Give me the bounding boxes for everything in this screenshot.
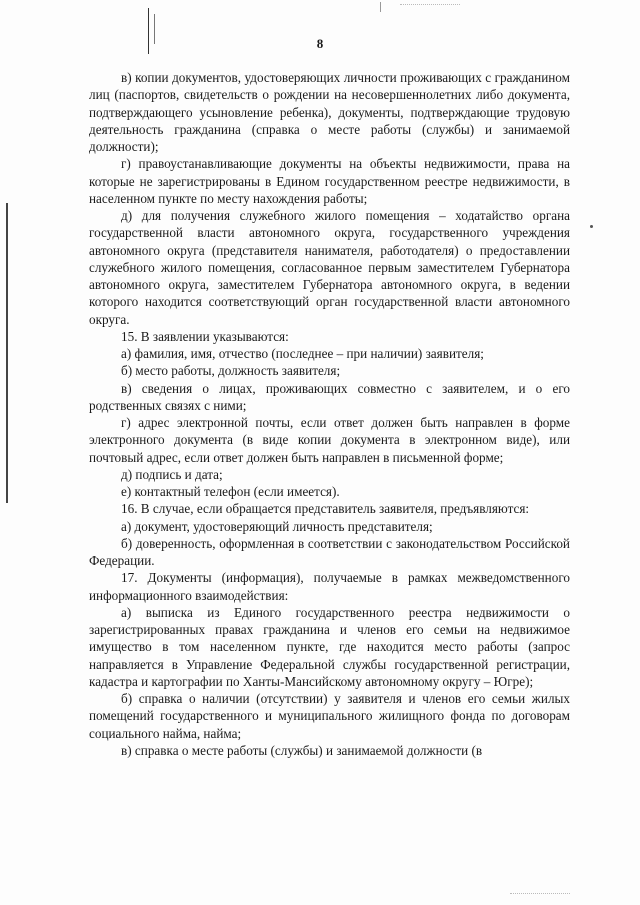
paragraph: 16. В случае, если обращается представитель заявителя, предъявляются: xyxy=(121,501,530,517)
paragraph: г) правоустанавливающие документы на объекты недвижимости, права на которые не зарегистрированы в Едином государственном реестре недвижимости, в населенном пункте по месту нахождения работы; xyxy=(89,156,570,206)
paragraph: б) справка о наличии (отсутствии) у заявителя и членов его семьи жилых помещений государственного и муниципального жилищного фонда по договорам социального найма, найма; xyxy=(89,691,570,741)
paragraph: б) доверенность, оформленная в соответствии с законодательством Российской Федерации. xyxy=(89,535,570,568)
scan-artifact-dots xyxy=(510,893,570,895)
paragraph: 17. Документы (информация), получаемые в рамках межведомственного информационного взаимодействия: xyxy=(89,570,570,603)
paragraph: д) для получения служебного жилого помещения – ходатайство органа государственной власти автономного округа, государственного учреждения автономного округа (представителя нанимателя, работодателя) о предоставлении служебного жилого помещения, согласованное первым заместителем Губернатора автономного округа, заместителем Губернатора автономного округа, в ведении которого находится соответствующий орган государственной власти автономного округа. xyxy=(89,208,570,327)
paragraph: в) копии документов, удостоверяющих личности проживающих с гражданином лиц (паспортов, свидетельств о рождении на несовершеннолетних либо документа, подтверждающего усыновление ребенка), документы, подтверждающие трудовую деятельность гражданина (справка о месте работы (службы) и занимаемой должности); xyxy=(89,70,570,154)
paragraph: в) справка о месте работы (службы) и занимаемой должности (в xyxy=(121,742,483,758)
paragraph: а) документ, удостоверяющий личность представителя; xyxy=(121,518,433,534)
paragraph: а) выписка из Единого государственного реестра недвижимости о зарегистрированных правах гражданина и членов его семьи на недвижимое имущество в том населенном пункте, где находится место работы (запрос направляется в Управление Федеральной службы государственной регистрации, кадастра и картографии по Ханты-Мансийскому автономному округу – Югре); xyxy=(89,604,570,689)
document-body xyxy=(89,69,570,759)
paragraph: б) место работы, должность заявителя; xyxy=(121,363,341,379)
paragraph: а) фамилия, имя, отчество (последнее – при наличии) заявителя; xyxy=(121,346,484,361)
scan-artifact-margin-line xyxy=(6,203,8,503)
scan-artifact-line xyxy=(154,14,155,44)
paragraph: д) подпись и дата; xyxy=(121,466,223,482)
paragraph: 15. В заявлении указываются: xyxy=(121,328,289,344)
page-number: 8 xyxy=(316,36,324,51)
scan-artifact-dots xyxy=(400,4,460,6)
scan-artifact-line xyxy=(148,8,149,54)
paragraph: е) контактный телефон (если имеется). xyxy=(121,484,340,499)
scan-artifact-line xyxy=(380,2,381,12)
paragraph: в) сведения о лицах, проживающих совместно с заявителем, и о его родственных связях с ними; xyxy=(89,380,570,413)
scan-artifact-dot xyxy=(590,225,593,228)
paragraph: г) адрес электронной почты, если ответ должен быть направлен в форме электронного документа (в виде копии документа в электронном виде), или почтовый адрес, если ответ должен быть направлен в письменной форме; xyxy=(89,415,570,465)
